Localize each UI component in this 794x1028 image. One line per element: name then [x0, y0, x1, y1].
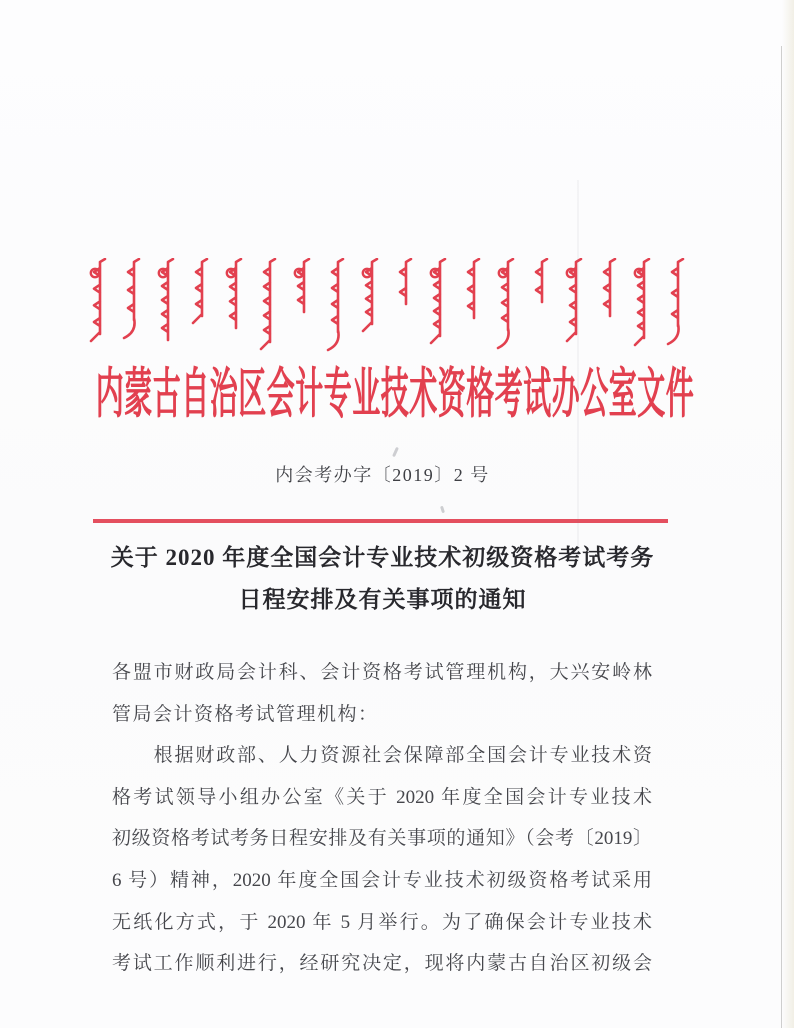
scan-artifact — [392, 447, 399, 457]
scan-edge-strip — [782, 0, 794, 1028]
body-line: 考试工作顺利进行，经研究决定，现将内蒙古自治区初级会 — [112, 953, 652, 975]
body-text — [112, 652, 652, 985]
body-line: 初级资格考试考务日程安排及有关事项的通知》（会考〔2019〕 — [112, 828, 652, 850]
doc-number: 内会考办字〔2019〕2 号 — [275, 465, 490, 485]
scan-fold-line — [577, 180, 579, 560]
body-line: 6 号）精神，2020 年度全国会计专业技术初级资格考试采用 — [112, 869, 652, 891]
body-line: 各盟市财政局会计科、会计资格考试管理机构，大兴安岭林 — [112, 662, 652, 683]
org-title: 内蒙古自治区会计专业技术资格考试办公室文件 — [95, 365, 695, 426]
doc-title — [90, 537, 675, 621]
body-paragraph — [112, 652, 652, 735]
doc-title-line-1: 关于 2020 年度全国会计专业技术初级资格考试考务 — [110, 545, 655, 570]
mongolian-script-banner — [88, 258, 706, 360]
body-line: 管局会计资格考试管理机构： — [112, 703, 379, 725]
body-line: 根据财政部、人力资源社会保障部全国会计专业技术资 — [112, 745, 652, 767]
doc-title-line-2: 日程安排及有关事项的通知 — [238, 587, 527, 612]
body-paragraph — [112, 735, 652, 985]
scan-artifact — [440, 506, 445, 514]
body-line: 格考试领导小组办公室《关于 2020 年度全国会计专业技术 — [112, 786, 652, 808]
red-rule — [93, 519, 668, 523]
body-line: 无纸化方式，于 2020 年 5 月举行。为了确保会计专业技术 — [112, 911, 652, 933]
